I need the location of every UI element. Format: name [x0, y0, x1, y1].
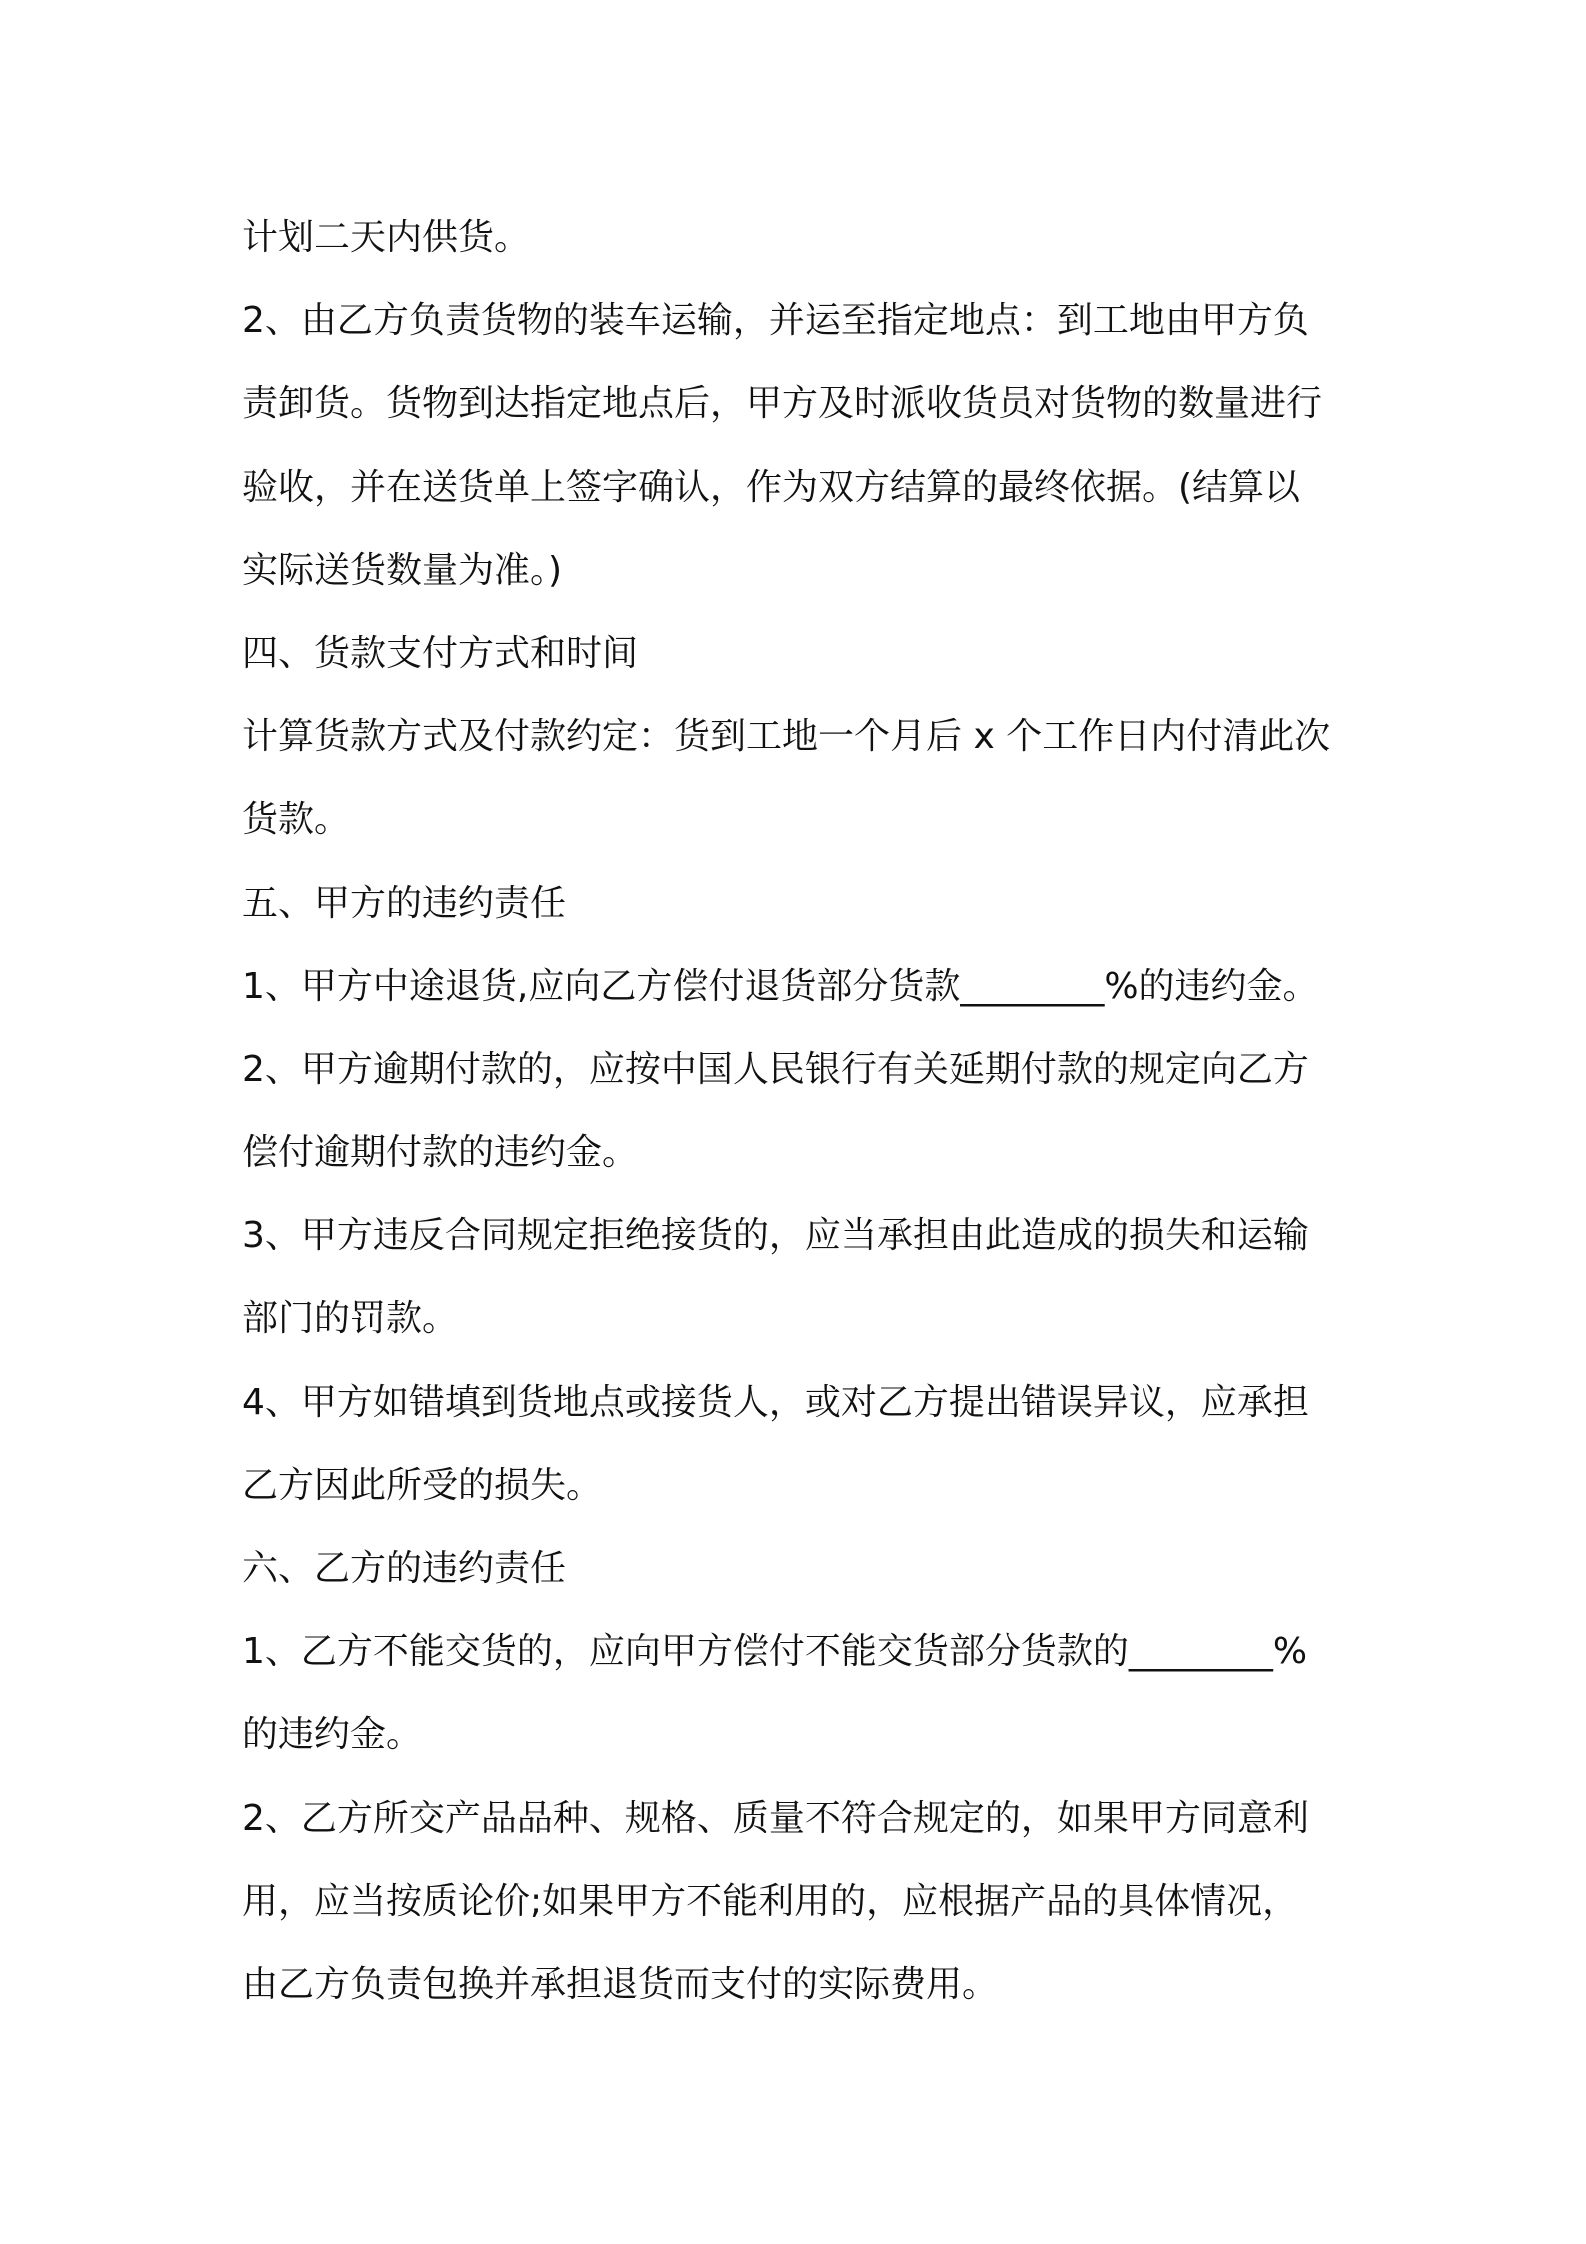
- text-line: 的违约金。: [242, 1714, 423, 1756]
- contract-text: [242, 196, 1362, 2026]
- text-line: 2、乙方所交产品品种、规格、质量不符合规定的，如果甲方同意利: [242, 1797, 1309, 1839]
- section-heading: 四、货款支付方式和时间: [242, 632, 639, 674]
- text-line: 实际送货数量为准。): [242, 549, 563, 591]
- text-line: 1、乙方不能交货的，应向甲方偿付不能交货部分货款的________%: [242, 1631, 1308, 1673]
- section-heading: 六、乙方的违约责任: [242, 1548, 567, 1589]
- text-line: 用，应当按质论价;如果甲方不能利用的，应根据产品的具体情况，: [242, 1880, 1299, 1922]
- text-line: 货款。: [242, 799, 351, 841]
- text-line: 2、由乙方负责货物的装车运输，并运至指定地点：到工地由甲方负: [242, 300, 1309, 342]
- text-line: 验收，并在送货单上签字确认，作为双方结算的最终依据。(结算以: [242, 466, 1301, 508]
- text-line: 2、甲方逾期付款的，应按中国人民银行有关延期付款的规定向乙方: [242, 1048, 1309, 1090]
- text-line: 由乙方负责包换并承担退货而支付的实际费用。: [242, 1963, 999, 2005]
- section-heading: 五、甲方的违约责任: [242, 882, 567, 924]
- text-line: 部门的罚款。: [242, 1298, 459, 1340]
- text-line: 3、甲方违反合同规定拒绝接货的，应当承担由此造成的损失和运输: [242, 1215, 1309, 1257]
- text-line: 计划二天内供货。: [242, 217, 531, 258]
- text-line: 计算货款方式及付款约定：货到工地一个月后 x 个工作日内付清此次: [242, 716, 1331, 758]
- text-line: 偿付逾期付款的违约金。: [242, 1132, 639, 1174]
- text-line: 乙方因此所受的损失。: [242, 1464, 603, 1506]
- text-line: 4、甲方如错填到货地点或接货人，或对乙方提出错误异议，应承担: [242, 1381, 1309, 1423]
- text-line: 1、甲方中途退货,应向乙方偿付退货部分货款________%的违约金。: [242, 965, 1319, 1007]
- text-line: 责卸货。货物到达指定地点后，甲方及时派收货员对货物的数量进行: [242, 383, 1323, 425]
